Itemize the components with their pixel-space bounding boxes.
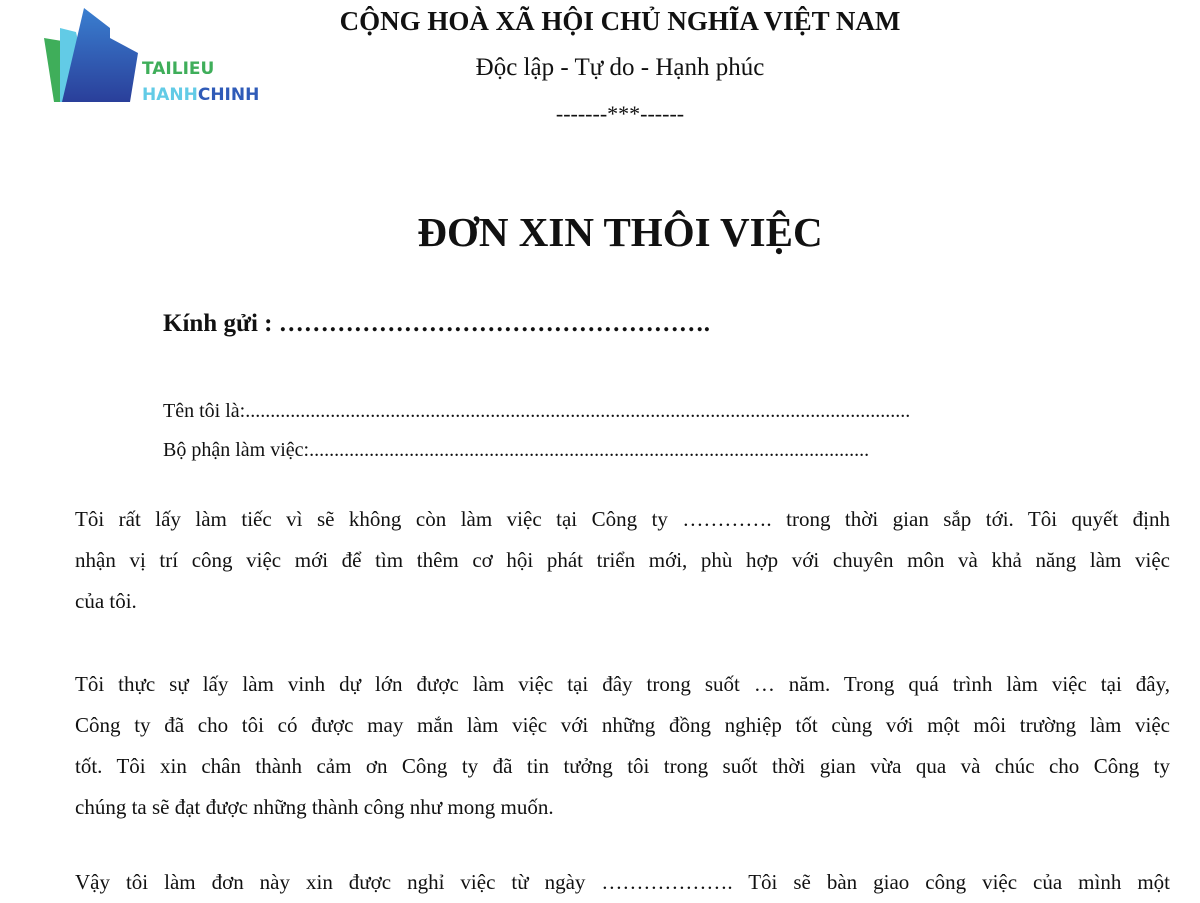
paragraph-1 (75, 499, 1170, 622)
text-line: Tôi thực sự lấy làm vinh dự lớn được làm việc tại đây trong suốt … năm. Trong quá trình làm việc tại đây, (75, 672, 1170, 696)
department-field: Bộ phận làm việc:................................................................................................................ (163, 439, 870, 461)
recipient-line: Kính gửi : ……………………………………………. (163, 310, 710, 337)
text-line: Công ty đã cho tôi có được may mắn làm việc với những đồng nghiệp tốt cùng với một môi trường làm việc (75, 713, 1170, 737)
text-line: nhận vị trí công việc mới để tìm thêm cơ hội phát triển mới, phù hợp với chuyên môn và khả năng làm việc (75, 548, 1170, 572)
text-line: Tôi rất lấy làm tiếc vì sẽ không còn làm việc tại Công ty …………. trong thời gian sắp tới. Tôi quyết định (75, 507, 1170, 531)
text-line: tốt. Tôi xin chân thành cảm ơn Công ty đã tin tưởng tôi trong suốt thời gian vừa qua và chúc cho Công ty (75, 754, 1170, 778)
svg-text:HANHCHINH: HANHCHINH (142, 85, 260, 105)
logo-text-tailieu: TAILIEU (142, 59, 215, 79)
document-title: ĐƠN XIN THÔI VIỆC (417, 209, 823, 255)
header-separator: -------***------ (555, 101, 685, 126)
national-motto: Độc lập - Tự do - Hạnh phúc (475, 54, 765, 81)
paragraph-2 (75, 664, 1170, 828)
paragraph-3 (75, 862, 1170, 903)
text-line: của tôi. (75, 589, 137, 613)
name-field: Tên tôi là:..................................................................................................................................... (163, 400, 911, 422)
text-line: chúng ta sẽ đạt được những thành công như mong muốn. (75, 795, 554, 819)
text-line: Vậy tôi làm đơn này xin được nghỉ việc từ ngày ………………. Tôi sẽ bàn giao công việc của mình một (75, 870, 1170, 894)
national-heading: CỘNG HOÀ XÃ HỘI CHỦ NGHĨA VIỆT NAM (339, 6, 901, 36)
